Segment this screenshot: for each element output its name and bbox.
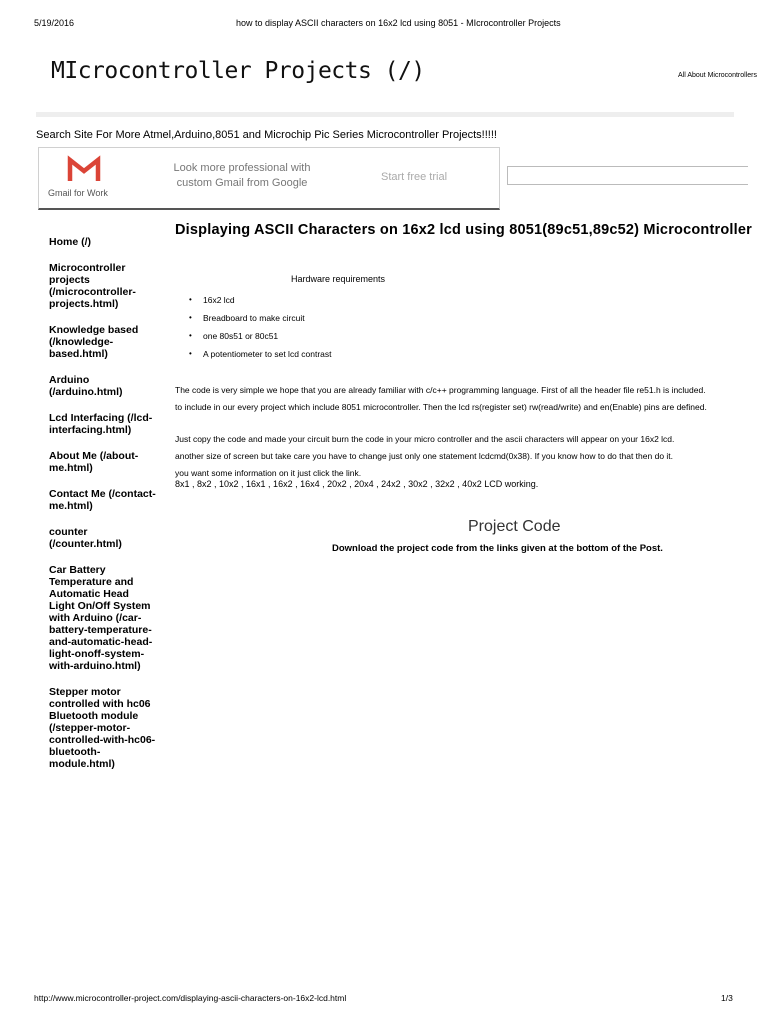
sidebar-item-stepper-motor[interactable]: Stepper motor controlled with hc06 Bluetooth module (/stepper-motor-controlled-with-hc06-bluetooth-module.html) bbox=[49, 686, 156, 770]
gmail-ad-banner[interactable] bbox=[38, 147, 500, 210]
site-tagline: All About Microcontrollers bbox=[678, 72, 757, 79]
list-item: • A potentiometer to set lcd contrast bbox=[189, 349, 332, 367]
sidebar-item-home[interactable]: Home (/) bbox=[49, 236, 91, 248]
sidebar-item-microcontroller-projects[interactable]: Microcontroller projects (/microcontroller-projects.html) bbox=[49, 262, 136, 310]
paragraph-line: another size of screen but take care you have to change just only one statement lcdcmd(0x38). If you know how to do that then do it. bbox=[175, 451, 674, 461]
header-divider bbox=[36, 112, 734, 117]
sidebar-nav bbox=[49, 236, 157, 784]
paragraph-line: to include in our every project which include 8051 microcontroller. Then the lcd rs(register set) rw(read/write) and en(Enable) pins are defined. bbox=[175, 402, 707, 412]
article-content bbox=[175, 220, 752, 554]
sidebar-item-car-battery[interactable]: Car Battery Temperature and Automatic Head Light On/Off System with Arduino (/car-battery-temperature-and-automatic-head-light-onoff-system-with-arduino.html) bbox=[49, 564, 153, 672]
paragraph-line: Just copy the code and made your circuit burn the code in your micro controller and the ascii characters will appear on your 16x2 lcd. bbox=[175, 434, 675, 444]
site-title-link[interactable]: MIcrocontroller Projects (/) bbox=[51, 58, 425, 84]
code-description-paragraph bbox=[175, 382, 707, 416]
list-item: • one 80s51 or 80c51 bbox=[189, 331, 332, 349]
ad-copy: Look more professional with custom Gmail from Google bbox=[173, 162, 311, 189]
article-title: Displaying ASCII Characters on 16x2 lcd using 8051(89c51,89c52) Microcontroller bbox=[175, 222, 752, 238]
paragraph-line: The code is very simple we hope that you are already familiar with c/c++ programming language. First of all the header file re51.h is included. bbox=[175, 385, 706, 395]
print-header bbox=[0, 18, 768, 32]
gmail-logo bbox=[39, 148, 139, 206]
download-note: Download the project code from the links given at the bottom of the Post. bbox=[332, 543, 663, 554]
list-item: • 16x2 lcd bbox=[189, 295, 332, 313]
sidebar-item-arduino[interactable]: Arduino (/arduino.html) bbox=[49, 374, 123, 398]
page-number: 1/3 bbox=[721, 993, 733, 1003]
search-prompt: Search Site For More Atmel,Arduino,8051 and Microchip Pic Series Microcontroller Projects!!!!! bbox=[36, 129, 497, 141]
hardware-list bbox=[189, 295, 332, 367]
search-input[interactable] bbox=[507, 166, 748, 185]
print-date: 5/19/2016 bbox=[34, 18, 75, 28]
paragraph-line: you want some information on it just click the link. bbox=[175, 468, 362, 478]
sidebar-item-knowledge-based[interactable]: Knowledge based (/knowledge-based.html) bbox=[49, 324, 139, 360]
list-item: • Breadboard to make circuit bbox=[189, 313, 332, 331]
sidebar-item-lcd-interfacing[interactable]: Lcd Interfacing (/lcd-interfacing.html) bbox=[49, 412, 153, 436]
project-code-heading: Project Code bbox=[468, 518, 561, 535]
lcd-sizes-text: 8x1 , 8x2 , 10x2 , 16x1 , 16x2 , 16x4 , 20x2 , 20x4 , 24x2 , 30x2 , 32x2 , 40x2 LCD working. bbox=[175, 479, 539, 489]
gmail-logo-text: Gmail for Work bbox=[48, 188, 108, 198]
instructions-paragraph bbox=[175, 431, 674, 482]
page-url: http://www.microcontroller-project.com/displaying-ascii-characters-on-16x2-lcd.html bbox=[34, 993, 347, 1003]
print-page-title: how to display ASCII characters on 16x2 lcd using 8051 - MIcrocontroller Projects bbox=[236, 18, 561, 28]
start-free-trial-button[interactable]: Start free trial bbox=[381, 171, 448, 183]
gmail-m-icon bbox=[67, 156, 101, 182]
sidebar-item-contact-me[interactable]: Contact Me (/contact-me.html) bbox=[49, 488, 156, 512]
sidebar-item-counter[interactable]: counter (/counter.html) bbox=[49, 526, 122, 550]
sidebar-item-about-me[interactable]: About Me (/about-me.html) bbox=[49, 450, 139, 474]
hardware-heading: Hardware requirements bbox=[291, 274, 386, 284]
